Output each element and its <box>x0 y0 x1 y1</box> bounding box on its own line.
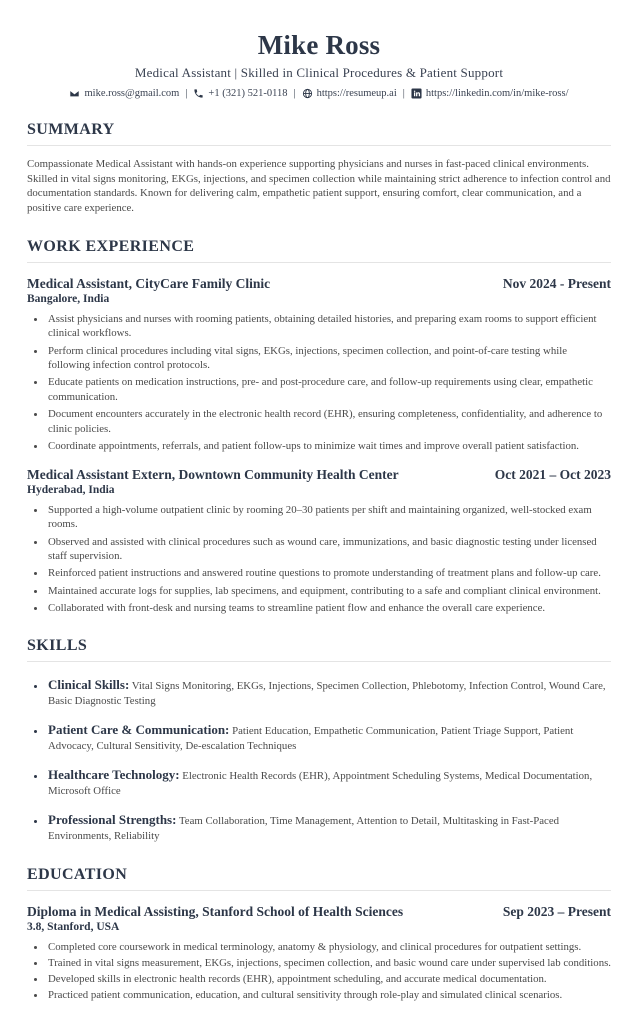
skill-item <box>46 676 611 709</box>
section-divider <box>27 145 611 146</box>
summary-heading: SUMMARY <box>27 121 115 138</box>
contact-website[interactable] <box>302 88 397 99</box>
job-bullet: • Document encounters accurately in the electronic health record (EHR), ensuring completeness, confidentiality, and adherence to clinic policies. <box>46 407 611 436</box>
contact-phone[interactable] <box>193 88 287 99</box>
contact-separator: | <box>293 88 296 99</box>
section-divider <box>27 890 611 891</box>
contact-row <box>27 88 611 99</box>
summary-text: Compassionate Medical Assistant with hands-on experience supporting physicians and nurses in fast-paced clinical environments. Skilled in vital signs monitoring, EKGs, injections, and specimen collection while maintaining strict adherence to infection control and documentation standards. Known for delivering calm, empathetic patient support, ensuring comfort, clear communication, and a positive care experience. <box>27 158 611 215</box>
education-heading: EDUCATION <box>27 865 128 883</box>
skills-heading: SKILLS <box>27 637 88 655</box>
job-entry <box>27 467 611 616</box>
email-icon <box>69 88 80 99</box>
section-divider <box>27 661 611 662</box>
skill-values: Team Collaboration, Time Management, Attention to Detail, Multitasking in Fast-Paced Environments, Reliability <box>48 814 560 842</box>
skills-section <box>27 637 611 843</box>
education-bullet: • Developed skills in electronic health records (EHR), appointment scheduling, and accurate medical documentation. <box>46 972 611 987</box>
contact-email[interactable] <box>69 88 179 99</box>
skill-values: Vital Signs Monitoring, EKGs, Injections, Specimen Collection, Phlebotomy, Infection Control, Wound Care, Basic Diagnostic Testing <box>48 680 606 708</box>
globe-icon <box>302 88 313 99</box>
job-dates: Oct 2021 – Oct 2023 <box>494 466 611 482</box>
job-location: Hyderabad, India <box>27 483 115 496</box>
work-experience-section <box>27 238 611 616</box>
skill-item <box>46 766 611 799</box>
job-bullet: • Supported a high-volume outpatient clinic by rooming 20–30 patients per shift and maintaining organized, well-stocked exam rooms. <box>46 503 611 532</box>
education-bullet: • Completed core coursework in medical terminology, anatomy & physiology, and clinical procedures for outpatient settings. <box>46 940 611 955</box>
skill-item <box>46 811 611 844</box>
job-bullet-list <box>27 312 611 454</box>
contact-phone-text: +1 (321) 521-0118 <box>208 88 288 99</box>
job-header <box>27 467 611 483</box>
job-header <box>27 276 611 292</box>
education-subtitle: 3.8, Stanford, USA <box>27 920 120 933</box>
education-bullet-list <box>27 940 611 1003</box>
contact-separator: | <box>185 88 188 99</box>
contact-linkedin[interactable] <box>411 88 569 99</box>
candidate-name: Mike Ross <box>257 30 381 60</box>
education-section <box>27 866 611 1003</box>
job-bullet: • Observed and assisted with clinical procedures such as wound care, immunizations, and basic diagnostic testing under licensed staff supervision. <box>46 535 611 564</box>
skill-category-label: Healthcare Technology: <box>48 767 180 783</box>
job-bullet: • Maintained accurate logs for supplies, lab specimens, and equipment, contributing to a safe and compliant clinical environment. <box>46 584 611 599</box>
education-header <box>27 904 611 920</box>
education-entry <box>27 904 611 1003</box>
skill-item <box>46 721 611 754</box>
job-bullet: • Reinforced patient instructions and answered routine questions to promote understanding of treatment plans and follow-up care. <box>46 566 611 581</box>
contact-linkedin-text: https://linkedin.com/in/mike-ross/ <box>425 88 569 99</box>
resume-header <box>27 30 611 99</box>
job-bullet-list <box>27 503 611 616</box>
work-experience-heading: WORK EXPERIENCE <box>27 237 195 255</box>
section-divider <box>27 262 611 263</box>
linkedin-icon <box>411 88 422 99</box>
job-bullet: • Educate patients on medication instructions, pre- and post-procedure care, and follow-up requirements using clear, empathetic communication. <box>46 375 611 404</box>
job-bullet: • Perform clinical procedures including vital signs, EKGs, injections, specimen collection, and point-of-care testing while following infection control protocols. <box>46 344 611 373</box>
education-bullet: • Trained in vital signs measurement, EKGs, injections, specimen collection, and basic wound care under supervised lab conditions. <box>46 956 611 971</box>
job-bullet: • Collaborated with front-desk and nursing teams to streamline patient flow and enhance the overall care experience. <box>46 601 611 616</box>
education-bullet: • Practiced patient communication, education, and cultural sensitivity through role-play and simulated clinical scenarios. <box>46 988 611 1003</box>
job-title: Medical Assistant Extern, Downtown Community Health Center <box>27 466 399 482</box>
phone-icon <box>193 88 204 99</box>
contact-email-text: mike.ross@gmail.com <box>84 88 180 99</box>
skill-values: Electronic Health Records (EHR), Appointment Scheduling Systems, Medical Documentation, Microsoft Office <box>48 770 593 798</box>
contact-separator: | <box>402 88 405 99</box>
job-bullet: • Assist physicians and nurses with rooming patients, obtaining detailed histories, and preparing exam rooms to support efficient clinical workflows. <box>46 312 611 341</box>
skill-category-label: Professional Strengths: <box>48 811 177 827</box>
job-entry <box>27 276 611 454</box>
candidate-title: Medical Assistant | Skilled in Clinical Procedures & Patient Support <box>134 65 504 80</box>
skill-values: Patient Education, Empathetic Communication, Patient Triage Support, Patient Advocacy, Cultural Sensitivity, De-escalation Techniques <box>48 725 574 753</box>
job-dates: Nov 2024 - Present <box>502 275 611 291</box>
skills-list <box>27 676 611 843</box>
job-location: Bangalore, India <box>27 292 110 305</box>
summary-section <box>27 121 611 216</box>
skill-category-label: Clinical Skills: <box>48 677 130 693</box>
education-title: Diploma in Medical Assisting, Stanford School of Health Sciences <box>27 903 404 919</box>
job-title: Medical Assistant, CityCare Family Clinic <box>27 275 271 291</box>
skill-category-label: Patient Care & Communication: <box>48 722 230 738</box>
job-bullet: • Coordinate appointments, referrals, and patient follow-ups to minimize wait times and improve overall patient satisfaction. <box>46 439 611 454</box>
education-dates: Sep 2023 – Present <box>502 903 611 919</box>
contact-website-text: https://resumeup.ai <box>316 88 397 99</box>
